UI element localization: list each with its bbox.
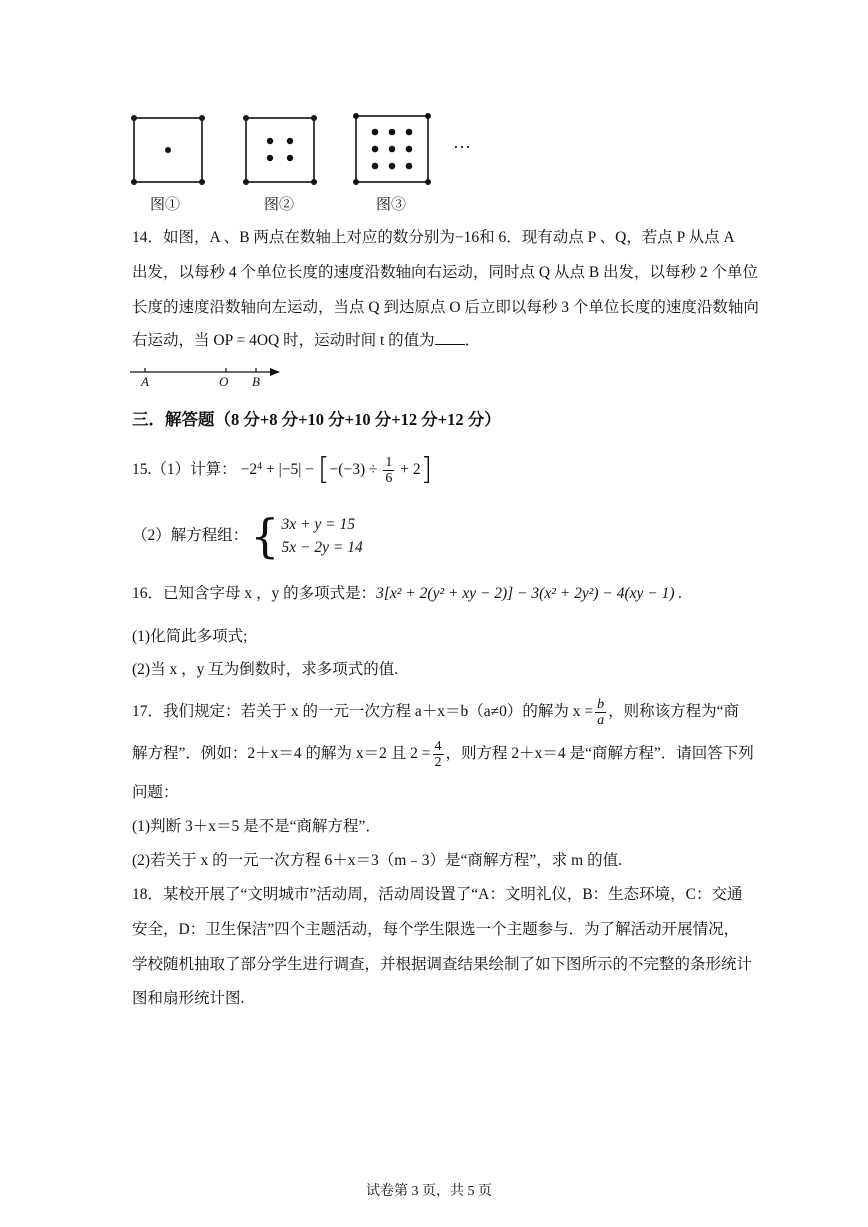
figure-2-caption: 图②	[264, 197, 295, 213]
q15-expr-b: + |−5| −	[262, 461, 318, 478]
figure-3-caption: 图③	[376, 197, 407, 213]
q17-line-1-text: 17．我们规定：若关于 x 的一元一次方程 a＋x＝b（a≠0）的解为 x =	[132, 703, 594, 720]
q16-part-2: (2)当 x ，y 互为倒数时，求多项式的值.	[132, 661, 399, 678]
q14-line-1: 14．如图，A 、B 两点在数轴上对应的数分别为−16和 6．现有动点 P 、Q，若点 P 从点 A	[132, 229, 735, 246]
q15-fraction-den: 6	[385, 470, 393, 486]
q15-part-1-label: 15.（1）计算：	[132, 461, 237, 478]
q14-line-4-text: 右运动，当 OP = 4OQ 时，运动时间 t 的值为	[132, 332, 435, 349]
q17-line-2-end: ，则方程 2＋x＝4 是“商解方程”．请回答下列	[445, 745, 754, 762]
q17-line-3: 问题：	[132, 784, 179, 801]
left-bracket: [	[317, 452, 330, 487]
q15-part-2	[132, 509, 363, 563]
q18-line-4: 图和扇形统计图.	[132, 990, 245, 1007]
q17-line-1-end: ，则称该方程为“商	[608, 703, 740, 720]
q18-line-3: 学校随机抽取了部分学生进行调查，并根据调查结果绘制了如下图所示的不完整的条形统计	[132, 956, 753, 973]
section-title: 三．解答题（8 分+8 分+10 分+10 分+12 分+12 分）	[132, 410, 501, 429]
equation-2: 5x − 2y = 14	[281, 539, 363, 556]
q18-line-1: 18．某校开展了“文明城市”活动周，活动周设置了“A：文明礼仪，B：生态环境，C：交通	[132, 886, 743, 903]
figure-1-caption: 图①	[150, 197, 181, 213]
q17-fraction-1-num: b	[597, 696, 605, 712]
q17-part-2: (2)若关于 x 的一元一次方程 6＋x＝3（m﹣3）是“商解方程”，求 m 的值.	[132, 852, 622, 869]
q15-part-2-label: （2）解方程组：	[132, 527, 249, 544]
q15-part-1	[132, 450, 432, 490]
q14-line-2: 出发，以每秒 4 个单位长度的速度沿数轴向右运动，同时点 Q 从点 B 出发，以每秒 2 个单位	[132, 264, 759, 281]
q18-line-2: 安全，D：卫生保洁”四个主题活动，每个学生限选一个主题参与．为了解活动开展情况，	[132, 921, 740, 938]
q15-expr-c: −(−3) ÷	[329, 461, 382, 478]
q16-expression: 3[x² + 2(y² + xy − 2)] − 3(x² + 2y²) − 4(xy − 1) .	[376, 585, 683, 602]
q16-stem-text: 16．已知含字母 x ，y 的多项式是：	[132, 585, 377, 602]
q15-fraction	[383, 455, 394, 486]
equation-system	[282, 513, 363, 559]
system-brace: {	[250, 509, 280, 563]
q17-fraction-1	[595, 697, 606, 728]
q17-fraction-2-num: 4	[434, 738, 442, 754]
q14-line-4-end: ．	[464, 332, 481, 349]
q16-part-1: (1)化简此多项式;	[132, 628, 248, 645]
axis-label-o: O	[219, 374, 229, 389]
q15-fraction-num: 1	[385, 454, 393, 470]
q14-line-4	[132, 330, 480, 352]
answer-blank	[435, 330, 465, 345]
q15-expr-sup: 4	[257, 461, 263, 472]
q17-line-2-text: 解方程”．例如：2＋x＝4 的解为 x＝2 且 2 =	[132, 745, 431, 762]
equation-1: 3x + y = 15	[281, 516, 355, 533]
number-line	[128, 362, 288, 392]
figure-1	[126, 112, 210, 190]
axis-label-b: B	[252, 374, 260, 389]
page-footer: 试卷第 3 页，共 5 页	[366, 1184, 492, 1199]
right-bracket: ]	[420, 452, 433, 487]
figure-3	[348, 110, 438, 190]
q14-line-3: 长度的速度沿数轴向左运动，当点 Q 到达原点 O 后立即以每秒 3 个单位长度的速度沿数轴向	[132, 299, 759, 316]
q15-expr-d: + 2	[396, 461, 421, 478]
q15-expr-a: −2	[240, 461, 258, 478]
q17-fraction-2-den: 2	[434, 754, 442, 770]
q17-fraction-1-den: a	[597, 712, 605, 728]
q17-fraction-2	[433, 739, 444, 770]
q17-line-1	[132, 692, 739, 732]
q17-line-2	[132, 734, 754, 774]
axis-label-a: A	[141, 374, 149, 389]
q17-part-1: (1)判断 3＋x＝5 是不是“商解方程”．	[132, 818, 381, 835]
q16-stem	[132, 583, 682, 605]
figure-2	[238, 112, 322, 190]
figure-ellipsis: …	[453, 132, 471, 152]
